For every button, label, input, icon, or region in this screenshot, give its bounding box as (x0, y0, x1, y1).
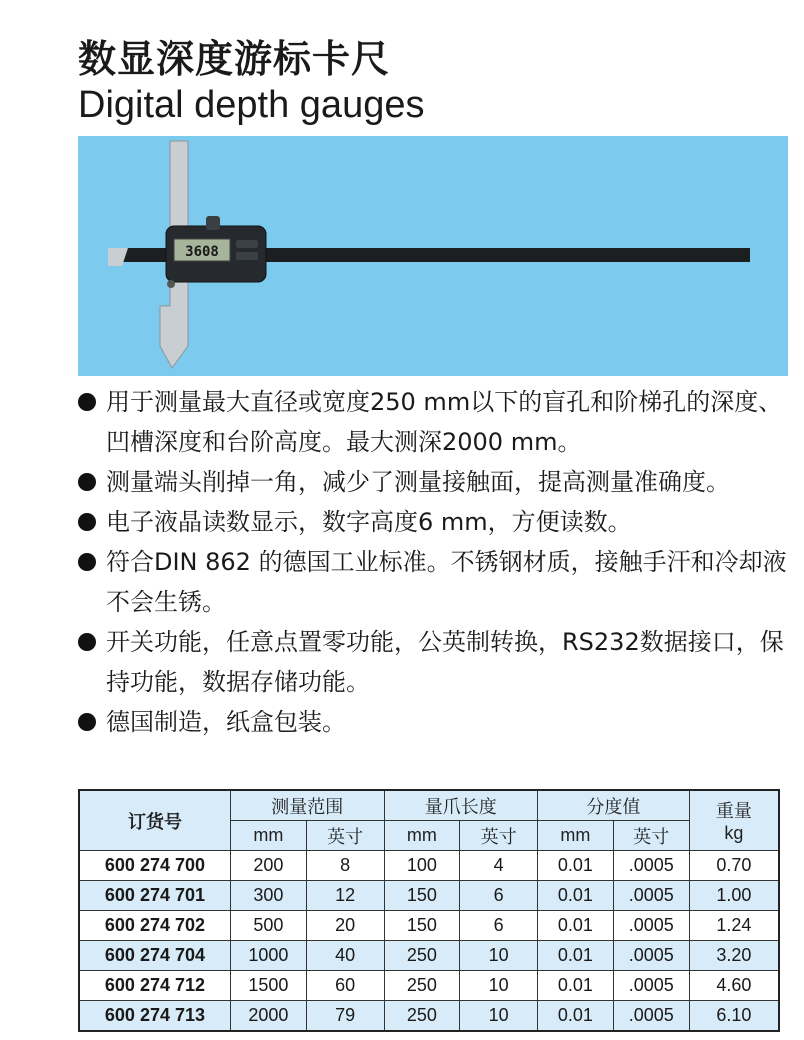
header-res-inch: 英寸 (613, 821, 689, 851)
cell-jaw-mm: 250 (384, 971, 460, 1001)
cell-range-mm: 500 (230, 911, 306, 941)
cell-res-mm: 0.01 (538, 881, 614, 911)
feature-item: 电子液晶读数显示，数字高度6 mm，方便读数。 (78, 502, 794, 542)
table-row (79, 881, 779, 911)
gauge-screw (167, 280, 175, 288)
feature-list (78, 382, 794, 742)
cell-res-inch: .0005 (613, 1001, 689, 1032)
feature-item: 开关功能，任意点置零功能，公英制转换，RS232数据接口，保持功能，数据存储功能。 (78, 622, 794, 702)
cell-range-inch: 20 (306, 911, 384, 941)
header-jaw-length: 量爪长度 (384, 790, 538, 821)
table-row (79, 971, 779, 1001)
cell-range-inch: 79 (306, 1001, 384, 1032)
gauge-key-2 (236, 252, 258, 260)
bullet-dot (78, 513, 96, 531)
cell-range-inch: 12 (306, 881, 384, 911)
header-order-no: 订货号 (79, 790, 230, 851)
spec-table (78, 789, 780, 1032)
cell-res-inch: .0005 (613, 941, 689, 971)
bullet-dot (78, 633, 96, 651)
cell-weight: 6.10 (689, 1001, 779, 1032)
cell-range-mm: 2000 (230, 1001, 306, 1032)
cell-res-inch: .0005 (613, 851, 689, 881)
cell-weight: 1.24 (689, 911, 779, 941)
header-res-mm: mm (538, 821, 614, 851)
header-weight (689, 790, 779, 851)
feature-item: 符合DIN 862 的德国工业标准。不锈钢材质，接触手汗和冷却液不会生锈。 (78, 542, 794, 622)
cell-jaw-inch: 4 (460, 851, 538, 881)
feature-item: 德国制造，纸盒包装。 (78, 702, 794, 742)
header-range: 测量范围 (230, 790, 384, 821)
cell-jaw-mm: 150 (384, 911, 460, 941)
cell-jaw-inch: 6 (460, 911, 538, 941)
gauge-button (206, 216, 220, 230)
cell-res-mm: 0.01 (538, 911, 614, 941)
gauge-beam-tip (108, 248, 128, 266)
table-row (79, 1001, 779, 1032)
cell-code: 600 274 712 (79, 971, 230, 1001)
cell-weight: 1.00 (689, 881, 779, 911)
cell-res-inch: .0005 (613, 881, 689, 911)
cell-res-mm: 0.01 (538, 851, 614, 881)
header-weight-label: 重量 (715, 801, 752, 821)
header-range-mm: mm (230, 821, 306, 851)
cell-res-inch: .0005 (613, 911, 689, 941)
table-row (79, 911, 779, 941)
cell-range-mm: 200 (230, 851, 306, 881)
feature-item: 用于测量最大直径或宽度250 mm以下的盲孔和阶梯孔的深度、凹槽深度和台阶高度。最大测深2000 mm。 (78, 382, 794, 462)
table-row (79, 941, 779, 971)
cell-weight: 4.60 (689, 971, 779, 1001)
cell-range-inch: 60 (306, 971, 384, 1001)
cell-res-mm: 0.01 (538, 941, 614, 971)
page-title-english: Digital depth gauges (78, 84, 425, 126)
table-row (79, 851, 779, 881)
cell-jaw-mm: 250 (384, 1001, 460, 1032)
cell-jaw-mm: 100 (384, 851, 460, 881)
cell-jaw-inch: 10 (460, 1001, 538, 1032)
cell-jaw-mm: 250 (384, 941, 460, 971)
cell-range-mm: 1500 (230, 971, 306, 1001)
cell-jaw-inch: 10 (460, 971, 538, 1001)
header-range-inch: 英寸 (306, 821, 384, 851)
depth-gauge-illustration (78, 136, 788, 376)
header-jaw-mm: mm (384, 821, 460, 851)
cell-weight: 3.20 (689, 941, 779, 971)
gauge-key-1 (236, 240, 258, 248)
cell-res-mm: 0.01 (538, 971, 614, 1001)
header-resolution: 分度值 (538, 790, 690, 821)
cell-weight: 0.70 (689, 851, 779, 881)
bullet-dot (78, 393, 96, 411)
cell-res-inch: .0005 (613, 971, 689, 1001)
cell-code: 600 274 713 (79, 1001, 230, 1032)
page-title-chinese: 数显深度游标卡尺 (78, 37, 391, 81)
cell-range-inch: 40 (306, 941, 384, 971)
header-weight-unit: kg (724, 823, 744, 843)
cell-range-inch: 8 (306, 851, 384, 881)
bullet-dot (78, 473, 96, 491)
feature-item: 测量端头削掉一角，减少了测量接触面，提高测量准确度。 (78, 462, 794, 502)
cell-range-mm: 300 (230, 881, 306, 911)
header-jaw-inch: 英寸 (460, 821, 538, 851)
cell-res-mm: 0.01 (538, 1001, 614, 1032)
bullet-dot (78, 713, 96, 731)
cell-code: 600 274 702 (79, 911, 230, 941)
cell-code: 600 274 700 (79, 851, 230, 881)
lcd-reading: 3608 (185, 244, 219, 260)
cell-jaw-mm: 150 (384, 881, 460, 911)
cell-code: 600 274 704 (79, 941, 230, 971)
cell-jaw-inch: 6 (460, 881, 538, 911)
cell-range-mm: 1000 (230, 941, 306, 971)
bullet-dot (78, 553, 96, 571)
cell-code: 600 274 701 (79, 881, 230, 911)
cell-jaw-inch: 10 (460, 941, 538, 971)
product-photo (78, 136, 788, 376)
